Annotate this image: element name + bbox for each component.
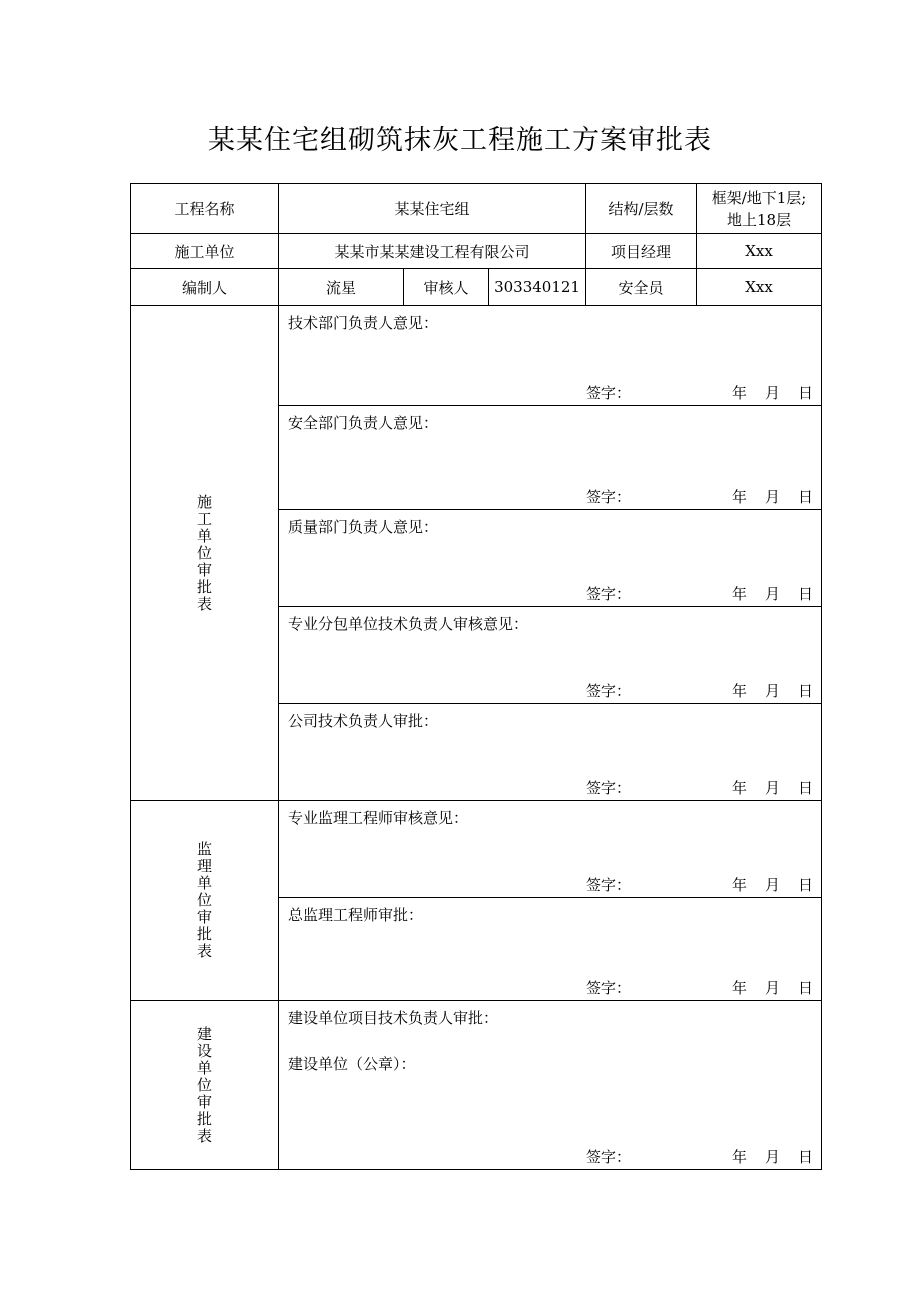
sign-label: 签字：: [586, 1148, 632, 1166]
opinion-label: 专业监理工程师审核意见：: [288, 809, 469, 827]
date-line: 年 月 日: [731, 1148, 814, 1166]
sign-label: 签字：: [586, 979, 632, 997]
row-supervisor: [131, 801, 822, 898]
opinion-label: 安全部门负责人意见：: [288, 414, 439, 432]
reviewer-label: 审核人: [404, 269, 489, 306]
opinion-label: 质量部门负责人意见：: [288, 518, 439, 536]
safety-value: Xxx: [697, 269, 822, 306]
supervision-section-label: 监 理 单 位 审 批 表: [131, 801, 279, 1001]
construction-unit-label: 施工单位: [131, 234, 279, 269]
supervisor-opinion-cell[interactable]: [279, 801, 822, 898]
date-line: 年 月 日: [731, 488, 814, 506]
structure-label: 结构/层数: [586, 184, 697, 234]
company-tech-opinion-cell[interactable]: [279, 704, 822, 801]
row-project: [131, 184, 822, 234]
seal-label: 建设单位（公章）：: [288, 1055, 416, 1073]
structure-line1: 框架/地下1层;: [711, 188, 807, 207]
construction-section-label: 施 工 单 位 审 批 表: [131, 306, 279, 801]
reviewer-value: 303340121: [489, 269, 586, 306]
date-line: 年 月 日: [731, 979, 814, 997]
row-compiler: [131, 269, 822, 306]
quality-dept-opinion-cell[interactable]: [279, 510, 822, 607]
structure-line2: 地上18层: [726, 210, 792, 229]
owner-section-label: 建 设 单 位 审 批 表: [131, 1001, 279, 1170]
opinion-label: 专业分包单位技术负责人审核意见：: [288, 615, 529, 633]
sign-label: 签字：: [586, 585, 632, 603]
opinion-label: 建设单位项目技术负责人审批：: [288, 1009, 499, 1027]
row-owner: [131, 1001, 822, 1170]
project-name-value: 某某住宅组: [279, 184, 586, 234]
subcontract-opinion-cell[interactable]: [279, 607, 822, 704]
owner-opinion-cell[interactable]: [279, 1001, 822, 1170]
safety-label: 安全员: [586, 269, 697, 306]
date-line: 年 月 日: [731, 384, 814, 402]
safety-dept-opinion-cell[interactable]: [279, 406, 822, 510]
chief-supervisor-opinion-cell[interactable]: [279, 898, 822, 1001]
date-line: 年 月 日: [731, 779, 814, 797]
pm-value: Xxx: [697, 234, 822, 269]
sign-label: 签字：: [586, 779, 632, 797]
compiler-label: 编制人: [131, 269, 279, 306]
date-line: 年 月 日: [731, 876, 814, 894]
structure-value: [697, 184, 822, 234]
pm-label: 项目经理: [586, 234, 697, 269]
construction-unit-value: 某某市某某建设工程有限公司: [279, 234, 586, 269]
opinion-label: 总监理工程师审批：: [288, 906, 424, 924]
approval-table: [130, 183, 822, 1170]
sign-label: 签字：: [586, 682, 632, 700]
sign-label: 签字：: [586, 384, 632, 402]
date-line: 年 月 日: [731, 585, 814, 603]
sign-label: 签字：: [586, 488, 632, 506]
row-construction-unit: [131, 234, 822, 269]
project-name-label: 工程名称: [131, 184, 279, 234]
opinion-label: 技术部门负责人意见：: [288, 314, 439, 332]
sign-label: 签字：: [586, 876, 632, 894]
tech-dept-opinion-cell[interactable]: [279, 306, 822, 406]
row-tech-dept: [131, 306, 822, 406]
page-title: 某某住宅组砌筑抹灰工程施工方案审批表: [208, 125, 712, 156]
opinion-label: 公司技术负责人审批：: [288, 712, 439, 730]
date-line: 年 月 日: [731, 682, 814, 700]
compiler-value: 流星: [279, 269, 404, 306]
